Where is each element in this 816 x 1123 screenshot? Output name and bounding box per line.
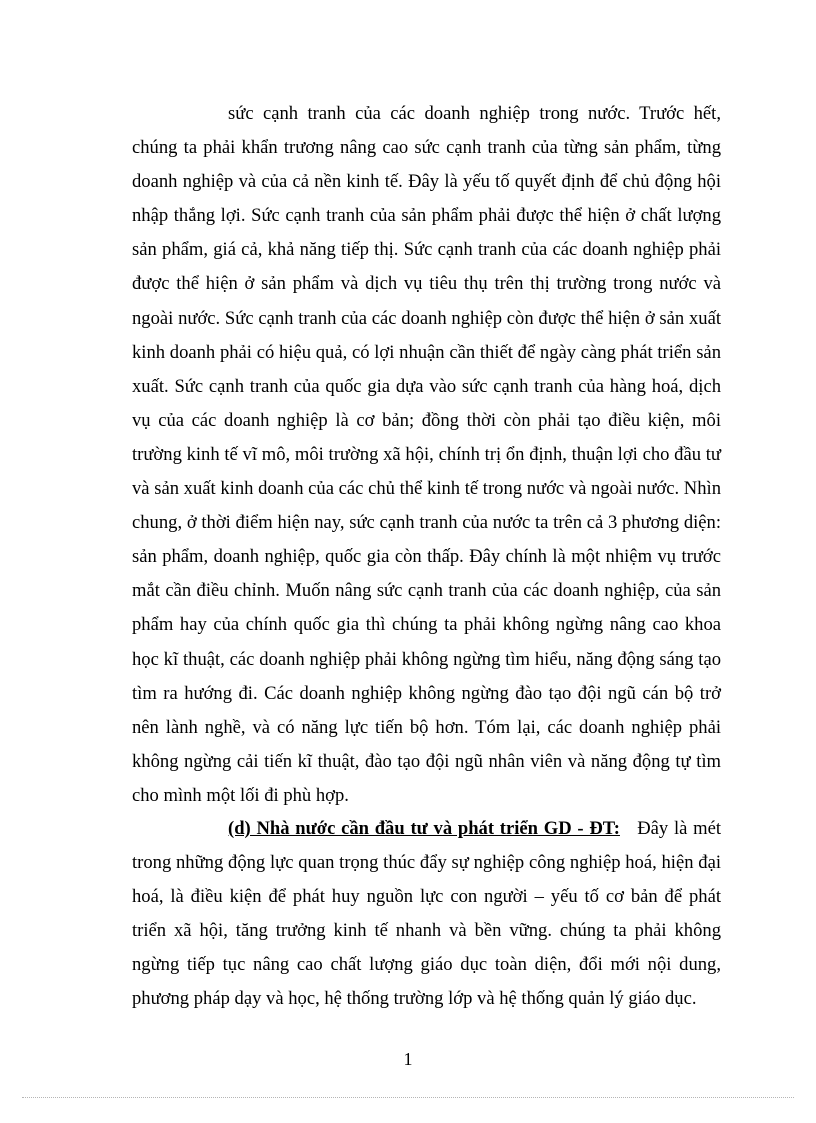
section-heading: (d) Nhà nước cần đầu tư và phát triển GD - ĐT:	[228, 818, 620, 839]
body-paragraph-2	[132, 812, 721, 1017]
section-body-text: Đây là mét trong những động lực quan trọng thúc đẩy sự nghiệp công nghiệp hoá, hiện đại hoá, là điều kiện để phát huy nguồn lực con người – yếu tố cơ bản để phát triển xã hội, tăng trưởng kinh tế nhanh và bền vững. chúng ta phải không ngừng tiếp tục nâng cao chất lượng giáo dục toàn diện, đổi mới nội dung, phương pháp dạy và học, hệ thống trường lớp và hệ thống quản lý giáo dục.	[132, 818, 721, 1010]
page-number: 1	[403, 1049, 413, 1069]
footer-divider	[22, 1097, 794, 1098]
body-paragraph-1: sức cạnh tranh của các doanh nghiệp trong nước. Trước hết, chúng ta phải khẩn trương nâng cao sức cạnh tranh của từng sản phẩm, từng doanh nghiệp và của cả nền kinh tế. Đây là yếu tố quyết định để chủ động hội nhập thắng lợi. Sức cạnh tranh của sản phẩm phải được thể hiện ở chất lượng sản phẩm, giá cả, khả năng tiếp thị. Sức cạnh tranh của các doanh nghiệp phải được thể hiện ở sản phẩm và dịch vụ tiêu thụ trên thị trường trong nước và ngoài nước. Sức cạnh tranh của các doanh nghiệp còn được thể hiện ở sản xuất kinh doanh phải có hiệu quả, có lợi nhuận cần thiết để ngày càng phát triển sản xuất. Sức cạnh tranh của quốc gia dựa vào sức cạnh tranh của hàng hoá, dịch vụ của các doanh nghiệp là cơ bản; đồng thời còn phải tạo điều kiện, môi trường kinh tế vĩ mô, môi trường xã hội, chính trị ổn định, thuận lợi cho đầu tư và sản xuất kinh doanh của các chủ thể kinh tế trong nước và ngoài nước. Nhìn chung, ở thời điểm hiện nay, sức cạnh tranh của nước ta trên cả 3 phương diện: sản phẩm, doanh nghiệp, quốc gia còn thấp. Đây chính là một nhiệm vụ trước mắt cần điều chỉnh. Muốn nâng sức cạnh tranh của các doanh nghiệp, của sản phẩm hay của chính quốc gia thì chúng ta phải không ngừng nâng cao khoa học kĩ thuật, các doanh nghiệp phải không ngừng tìm hiểu, năng động sáng tạo tìm ra hướng đi. Các doanh nghiệp không ngừng đào tạo đội ngũ cán bộ trở nên lành nghề, và có năng lực tiến bộ hơn. Tóm lại, các doanh nghiệp phải không ngừng cải tiến kĩ thuật, đào tạo đội ngũ nhân viên và năng động tự tìm cho mình một lối đi phù hợp.	[132, 103, 721, 806]
